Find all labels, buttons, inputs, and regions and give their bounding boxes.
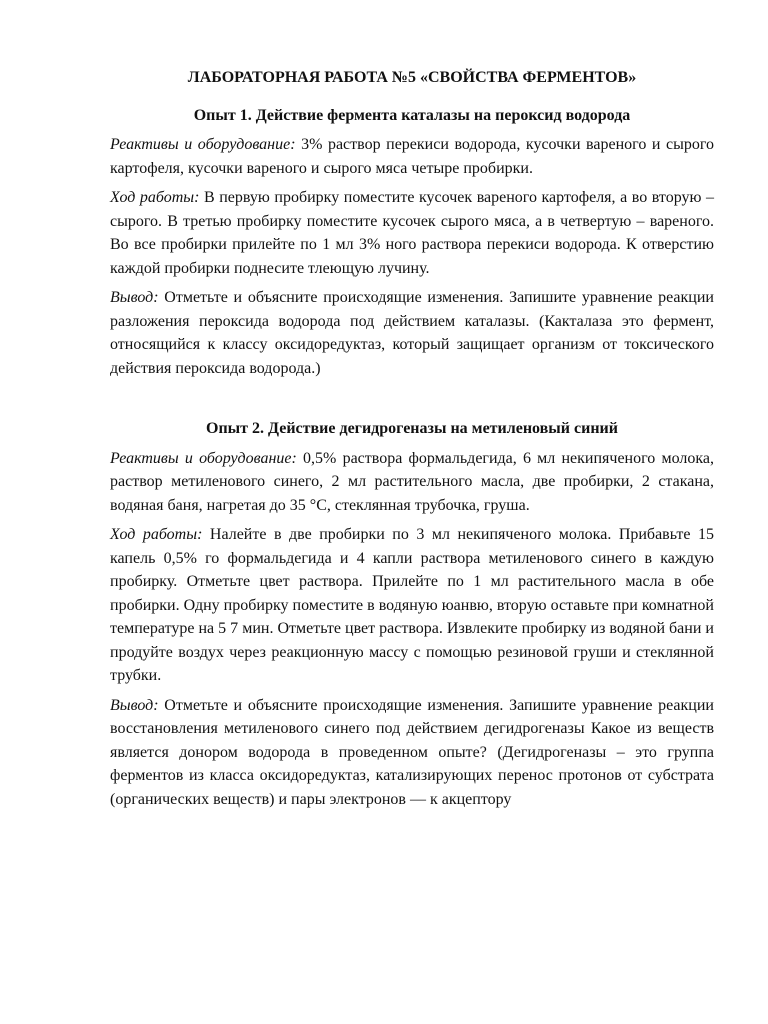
section-spacer: [110, 386, 714, 417]
document-page: [110, 66, 714, 817]
experiment-2: [110, 417, 714, 811]
experiment-2-conclusion: [110, 694, 714, 812]
experiment-1-procedure: [110, 186, 714, 280]
reagents-text: 0,5% раствора формальдегида, 6 мл некипяченого молока, раствор метиленового синего, 2 мл растительного масла, две пробирки, 2 стакана, водяная баня, нагретая до 35 °С, стеклянная трубочка, груша.: [110, 449, 715, 514]
experiment-2-title: Опыт 2. Действие дегидрогеназы на метиленовый синий: [206, 420, 618, 437]
experiment-1-conclusion: [110, 286, 714, 380]
conclusion-text: Отметьте и объясните происходящие изменения. Запишите уравнение реакции восстановления метиленового синего под действием дегидрогеназы Какое из веществ является донором водорода в проведенном опыте? (Дегидрогеназы – это группа ферментов из класса оксидоредуктаз, катализирующих перенос протонов от субстрата (органических веществ) и пары электронов — к акцептору: [110, 696, 714, 808]
experiment-1-title: Опыт 1. Действие фермента каталазы на пероксид водорода: [193, 106, 631, 124]
conclusion-label: Вывод:: [110, 696, 159, 714]
conclusion-label: Вывод:: [110, 289, 159, 306]
procedure-text: В первую пробирку поместите кусочек вареного картофеля, а во вторую – сырого. В третью пробирку поместите кусочек сырого мяса, а в четвертую – вареного. Во все пробирки прилейте по 1 мл 3% ного раствора перекиси водорода. К отверстию каждой пробирки поднесите тлеющую лучину.: [110, 189, 714, 277]
reagents-text: 3% раствор перекиси водорода, кусочки вареного и сырого картофеля, кусочки вареного и сырого мяса четыре пробирки.: [110, 136, 714, 177]
procedure-text: Налейте в две пробирки по 3 мл некипяченого молока. Прибавьте 15 капель 0,5% го формальдегида и 4 капли раствора метиленового синего в каждую пробирку. Отметьте цвет раствора. Прилейте по 1 мл растительного масла в обе пробирки. Одну пробирку поместите в водяную юанвю, вторую оставьте при комнатной температуре на 5 7 мин. Отметьте цвет раствора. Извлеките пробирку из водяной бани и продуйте воздух через реакционную массу с помощью резиновой груши и стеклянной трубки.: [110, 526, 715, 684]
experiment-1-reagents: [110, 133, 714, 180]
procedure-label: Ход работы:: [110, 526, 203, 543]
document-title: ЛАБОРАТОРНАЯ РАБОТА №5 «СВОЙСТВА ФЕРМЕНТОВ»: [187, 69, 637, 86]
experiment-2-procedure: [110, 523, 714, 688]
procedure-label: Ход работы:: [110, 189, 200, 206]
reagents-label: Реактивы и оборудование:: [110, 136, 296, 153]
experiment-1: [110, 104, 714, 381]
reagents-label: Реактивы и оборудование:: [110, 449, 297, 467]
conclusion-text: Отметьте и объясните происходящие изменения. Запишите уравнение реакции разложения пероксида водорода под действием каталазы. (Какталаза это фермент, относящийся к классу оксидоредуктаз, который защищает организм от токсического действия пероксида водорода.): [110, 289, 714, 377]
experiment-2-reagents: [110, 447, 714, 518]
